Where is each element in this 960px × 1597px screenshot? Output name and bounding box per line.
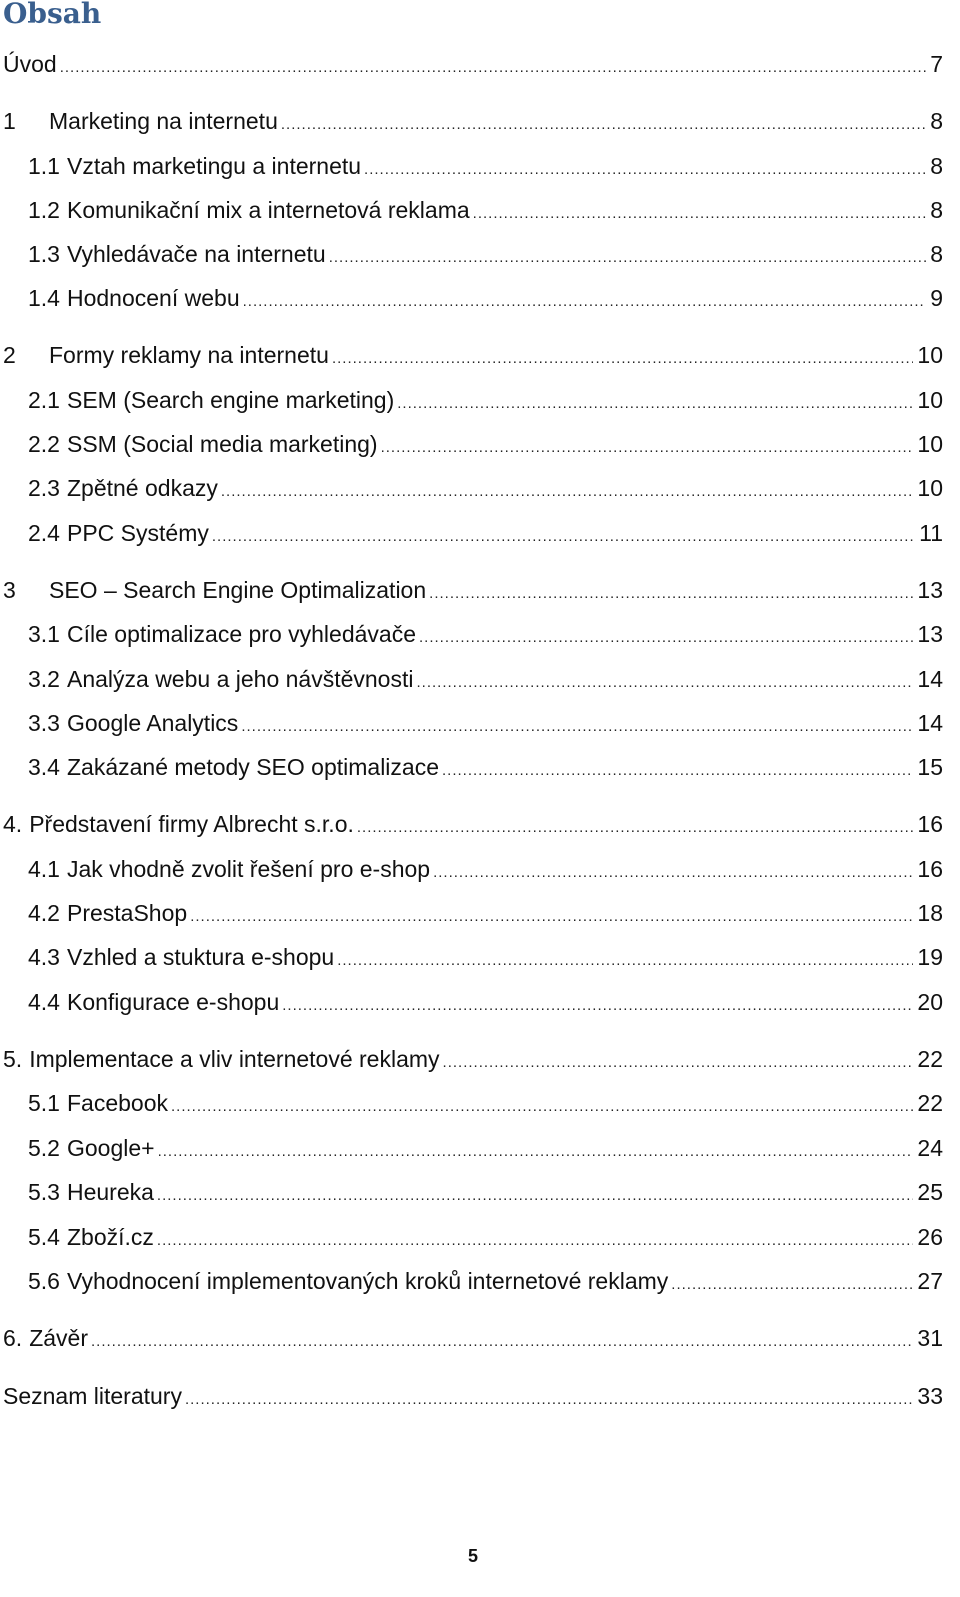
toc-entry-number: 3.4 bbox=[28, 754, 60, 780]
toc-entry-chapter-4[interactable] bbox=[0, 808, 943, 840]
toc-entry-label: Marketing na internetu bbox=[49, 108, 278, 134]
toc-entry-page: 13 bbox=[917, 621, 943, 647]
dot-leader bbox=[381, 432, 914, 460]
toc-entry-chapter-1[interactable] bbox=[0, 105, 943, 137]
dot-leader bbox=[364, 154, 926, 182]
toc-entry-label: Seznam literatury bbox=[3, 1383, 182, 1409]
toc-entry-section-2-1[interactable] bbox=[0, 384, 943, 416]
toc-entry-page: 19 bbox=[917, 944, 943, 970]
toc-entry-label: Jak vhodně zvolit řešení pro e-shop bbox=[66, 856, 431, 882]
toc-entry-page: 31 bbox=[917, 1325, 943, 1351]
toc-entry-number: 3 bbox=[3, 577, 16, 603]
toc-entry-page: 10 bbox=[917, 475, 943, 501]
toc-entry-page: 16 bbox=[917, 856, 943, 882]
toc-entry-number: 2.3 bbox=[28, 475, 60, 501]
toc-heading: Obsah bbox=[3, 0, 102, 30]
toc-entry-chapter-3[interactable] bbox=[0, 574, 943, 606]
page-number: 5 bbox=[467, 1546, 478, 1566]
dot-leader bbox=[212, 521, 915, 549]
toc-entry-number: 1 bbox=[3, 108, 16, 134]
toc-entry-number: 4.1 bbox=[28, 856, 60, 882]
dot-leader bbox=[332, 343, 913, 371]
toc-entry-section-4-3[interactable] bbox=[0, 941, 943, 973]
dot-leader bbox=[241, 711, 913, 739]
toc-entry-section-3-2[interactable] bbox=[0, 663, 943, 695]
toc-entry-label: PrestaShop bbox=[66, 900, 188, 926]
toc-entry-number: 1.3 bbox=[28, 241, 60, 267]
toc-entry-label: Implementace a vliv internetové reklamy bbox=[29, 1046, 440, 1072]
toc-entry-label: Cíle optimalizace pro vyhledávače bbox=[66, 621, 416, 647]
toc-entry-section-1-2[interactable] bbox=[0, 194, 943, 226]
toc-entry-section-4-4[interactable] bbox=[0, 986, 943, 1018]
toc-entry-label: Zboží.cz bbox=[66, 1224, 154, 1250]
toc-entry-label: Vzhled a stuktura e-shopu bbox=[66, 944, 335, 970]
toc-entry-label: Závěr bbox=[29, 1325, 88, 1351]
toc-entry-label: Konfigurace e-shopu bbox=[66, 989, 280, 1015]
toc-entry-section-1-3[interactable] bbox=[0, 238, 943, 270]
toc-entry-number: 2.1 bbox=[28, 387, 60, 413]
toc-entry-number: 2.2 bbox=[28, 431, 60, 457]
dot-leader bbox=[157, 1180, 913, 1208]
toc-entry-page: 11 bbox=[919, 520, 943, 546]
toc-entry-section-4-2[interactable] bbox=[0, 897, 943, 929]
toc-entry-page: 22 bbox=[917, 1090, 943, 1116]
toc-entry-uvod[interactable] bbox=[0, 48, 943, 80]
dot-leader bbox=[443, 1047, 914, 1075]
toc-entry-page: 14 bbox=[917, 710, 943, 736]
toc-entry-number: 5.3 bbox=[28, 1179, 60, 1205]
toc-entry-number: 4. bbox=[3, 811, 23, 837]
toc-entry-label: Google Analytics bbox=[66, 710, 239, 736]
toc-entry-page: 10 bbox=[917, 342, 943, 368]
toc-entry-number: 2 bbox=[3, 342, 16, 368]
dot-leader bbox=[91, 1326, 913, 1354]
toc-entry-number: 5.4 bbox=[28, 1224, 60, 1250]
toc-entry-section-5-4[interactable] bbox=[0, 1221, 943, 1253]
toc-entry-label: Zakázané metody SEO optimalizace bbox=[66, 754, 439, 780]
toc-entry-label: Heureka bbox=[66, 1179, 154, 1205]
toc-entry-label: SEO – Search Engine Optimalization bbox=[49, 577, 427, 603]
toc-entry-section-5-6[interactable] bbox=[0, 1265, 943, 1297]
dot-leader bbox=[329, 242, 927, 270]
toc-entry-number: 5.2 bbox=[28, 1135, 60, 1161]
toc-entry-number: 3.3 bbox=[28, 710, 60, 736]
toc-entry-page: 8 bbox=[930, 153, 943, 179]
toc-entry-label: Google+ bbox=[66, 1135, 155, 1161]
dot-leader bbox=[60, 52, 927, 80]
dot-leader bbox=[221, 476, 914, 504]
dot-leader bbox=[419, 622, 913, 650]
dot-leader bbox=[281, 109, 926, 137]
toc-entry-section-1-1[interactable] bbox=[0, 150, 943, 182]
toc-entry-number: 5.6 bbox=[28, 1268, 60, 1294]
toc-entry-label: Zpětné odkazy bbox=[66, 475, 218, 501]
toc-entry-label: Vyhodnocení implementovaných kroků internetové reklamy bbox=[66, 1268, 669, 1294]
toc-entry-label: Úvod bbox=[3, 51, 57, 77]
toc-entry-section-5-2[interactable] bbox=[0, 1132, 943, 1164]
dot-leader bbox=[185, 1384, 913, 1412]
toc-entry-page: 8 bbox=[930, 241, 943, 267]
toc-entry-page: 8 bbox=[930, 197, 943, 223]
toc-entry-page: 14 bbox=[917, 666, 943, 692]
dot-leader bbox=[397, 388, 913, 416]
toc-entry-label: Hodnocení webu bbox=[66, 285, 240, 311]
toc-entry-section-3-4[interactable] bbox=[0, 751, 943, 783]
toc-entry-section-2-4[interactable] bbox=[0, 517, 943, 549]
toc-entry-section-5-3[interactable] bbox=[0, 1176, 943, 1208]
toc-entry-number: 5.1 bbox=[28, 1090, 60, 1116]
toc-entry-chapter-5[interactable] bbox=[0, 1043, 943, 1075]
toc-entry-label: SSM (Social media marketing) bbox=[66, 431, 378, 457]
toc-entry-label: Vyhledávače na internetu bbox=[66, 241, 326, 267]
toc-entry-section-3-3[interactable] bbox=[0, 707, 943, 739]
toc-entry-section-3-1[interactable] bbox=[0, 618, 943, 650]
toc-entry-label: SEM (Search engine marketing) bbox=[66, 387, 395, 413]
toc-entry-section-2-2[interactable] bbox=[0, 428, 943, 460]
toc-entry-page: 10 bbox=[917, 387, 943, 413]
toc-entry-page: 25 bbox=[917, 1179, 943, 1205]
toc-entry-number: 3.1 bbox=[28, 621, 60, 647]
dot-leader bbox=[337, 945, 913, 973]
toc-entry-page: 9 bbox=[930, 285, 943, 311]
toc-entry-number: 4.2 bbox=[28, 900, 60, 926]
toc-entry-number: 1.1 bbox=[28, 153, 60, 179]
toc-entry-section-5-1[interactable] bbox=[0, 1087, 943, 1119]
toc-entry-page: 33 bbox=[917, 1383, 943, 1409]
dot-leader bbox=[416, 667, 913, 695]
toc-entry-label: Facebook bbox=[66, 1090, 168, 1116]
dot-leader bbox=[243, 286, 927, 314]
toc-entry-page: 13 bbox=[917, 577, 943, 603]
toc-entry-label: Komunikační mix a internetová reklama bbox=[66, 197, 470, 223]
toc-entry-label: Formy reklamy na internetu bbox=[49, 342, 329, 368]
toc-entry-number: 2.4 bbox=[28, 520, 60, 546]
dot-leader bbox=[190, 901, 913, 929]
dot-leader bbox=[671, 1269, 913, 1297]
dot-leader bbox=[473, 198, 927, 226]
toc-entry-page: 10 bbox=[917, 431, 943, 457]
toc-entry-page: 26 bbox=[917, 1224, 943, 1250]
toc-entry-chapter-6[interactable] bbox=[0, 1322, 943, 1354]
toc-entry-page: 27 bbox=[917, 1268, 943, 1294]
toc-entry-page: 20 bbox=[917, 989, 943, 1015]
dot-leader bbox=[157, 1225, 914, 1253]
dot-leader bbox=[282, 990, 913, 1018]
dot-leader bbox=[158, 1136, 914, 1164]
toc-entry-label: Analýza webu a jeho návštěvnosti bbox=[66, 666, 414, 692]
dot-leader bbox=[442, 755, 913, 783]
toc-entry-page: 18 bbox=[917, 900, 943, 926]
toc-entry-page: 15 bbox=[917, 754, 943, 780]
toc-entry-number: 6. bbox=[3, 1325, 23, 1351]
toc-entry-page: 8 bbox=[930, 108, 943, 134]
toc-entry-section-4-1[interactable] bbox=[0, 853, 943, 885]
toc-entry-page: 22 bbox=[917, 1046, 943, 1072]
toc-entry-label: PPC Systémy bbox=[66, 520, 209, 546]
dot-leader bbox=[171, 1091, 913, 1119]
toc-entry-section-1-4[interactable] bbox=[0, 282, 943, 314]
toc-entry-chapter-2[interactable] bbox=[0, 339, 943, 371]
dot-leader bbox=[357, 812, 914, 840]
dot-leader bbox=[433, 857, 913, 885]
toc-entry-page: 7 bbox=[930, 51, 943, 77]
toc-entry-section-2-3[interactable] bbox=[0, 472, 943, 504]
toc-entry-label: Představení firmy Albrecht s.r.o. bbox=[29, 811, 354, 837]
toc-entry-number: 5. bbox=[3, 1046, 23, 1072]
toc-entry-number: 4.4 bbox=[28, 989, 60, 1015]
dot-leader bbox=[429, 578, 913, 606]
toc-entry-bibliography[interactable] bbox=[0, 1380, 943, 1412]
toc-entry-page: 24 bbox=[917, 1135, 943, 1161]
toc-entry-number: 4.3 bbox=[28, 944, 60, 970]
toc-entry-number: 1.2 bbox=[28, 197, 60, 223]
toc-entry-label: Vztah marketingu a internetu bbox=[66, 153, 362, 179]
toc-entry-page: 16 bbox=[917, 811, 943, 837]
toc-entry-number: 3.2 bbox=[28, 666, 60, 692]
toc-entry-number: 1.4 bbox=[28, 285, 60, 311]
